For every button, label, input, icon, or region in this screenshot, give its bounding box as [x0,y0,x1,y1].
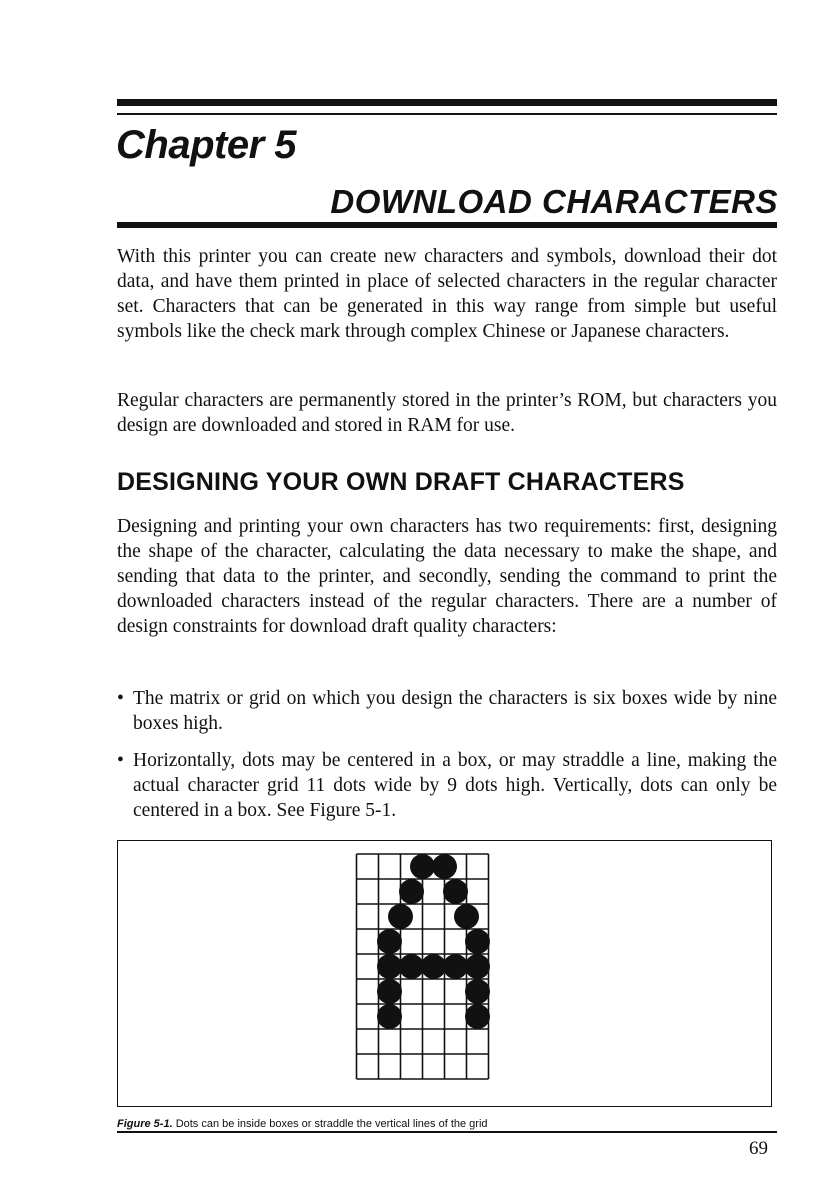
grid-dot [465,979,490,1004]
bullet-text: Horizontally, dots may be centered in a box, or may straddle a line, making the actual character grid 11 dots wide by 9 dots high. Vertically, dots can only be centered in a box. See Figure 5-1. [133,750,777,821]
bullet-item [117,748,777,823]
grid-dot [465,954,490,979]
header-thin-rule [117,113,777,115]
grid-dot [443,954,468,979]
grid-dot [410,854,435,879]
bullet-text: The matrix or grid on which you design the characters is six boxes wide by nine boxes high. [133,688,777,734]
grid-dot [377,954,402,979]
grid-dot [443,879,468,904]
grid-dot [465,1004,490,1029]
grid-dot [465,929,490,954]
grid-dot [377,1004,402,1029]
figure-caption [117,1117,488,1131]
grid-dot [454,904,479,929]
header-thick-rule [117,99,777,106]
chapter-subtitle: DOWNLOAD CHARACTERS [330,183,778,220]
character-grid-figure [355,850,491,1082]
bullet-icon: • [117,688,124,709]
bullet-item [117,686,777,736]
grid-dot [377,929,402,954]
caption-rule [117,1131,777,1133]
section-paragraph: Designing and printing your own characters has two requirements: first, designing the shape of the character, calculating the data necessary to make the shape, and sending that data to the printer, and secondly, sending the command to print the downloaded characters instead of the regular characters. There are a number of design constraints for download draft quality characters: [117,516,777,637]
page-number: 69 [749,1138,768,1159]
intro-paragraph-1: With this printer you can create new characters and symbols, download their dot data, and have them printed in place of selected characters in the regular character set. Characters that can be generated in this way range from simple but useful symbols like the check mark through complex Chinese or Japanese characters. [117,246,777,342]
grid-dot [399,954,424,979]
subtitle-rule [117,222,777,228]
grid-dot [388,904,413,929]
bullet-icon: • [117,750,124,771]
chapter-title: Chapter 5 [116,123,296,167]
figure-label: Figure 5-1. [117,1118,173,1130]
grid-dot [432,854,457,879]
figure-caption-text: Dots can be inside boxes or straddle the vertical lines of the grid [175,1118,488,1130]
grid-dot [399,879,424,904]
grid-dot [377,979,402,1004]
intro-paragraph-2: Regular characters are permanently stored in the printer’s ROM, but characters you design are downloaded and stored in RAM for use. [117,390,777,436]
section-heading: DESIGNING YOUR OWN DRAFT CHARACTERS [117,468,685,496]
grid-dot [421,954,446,979]
